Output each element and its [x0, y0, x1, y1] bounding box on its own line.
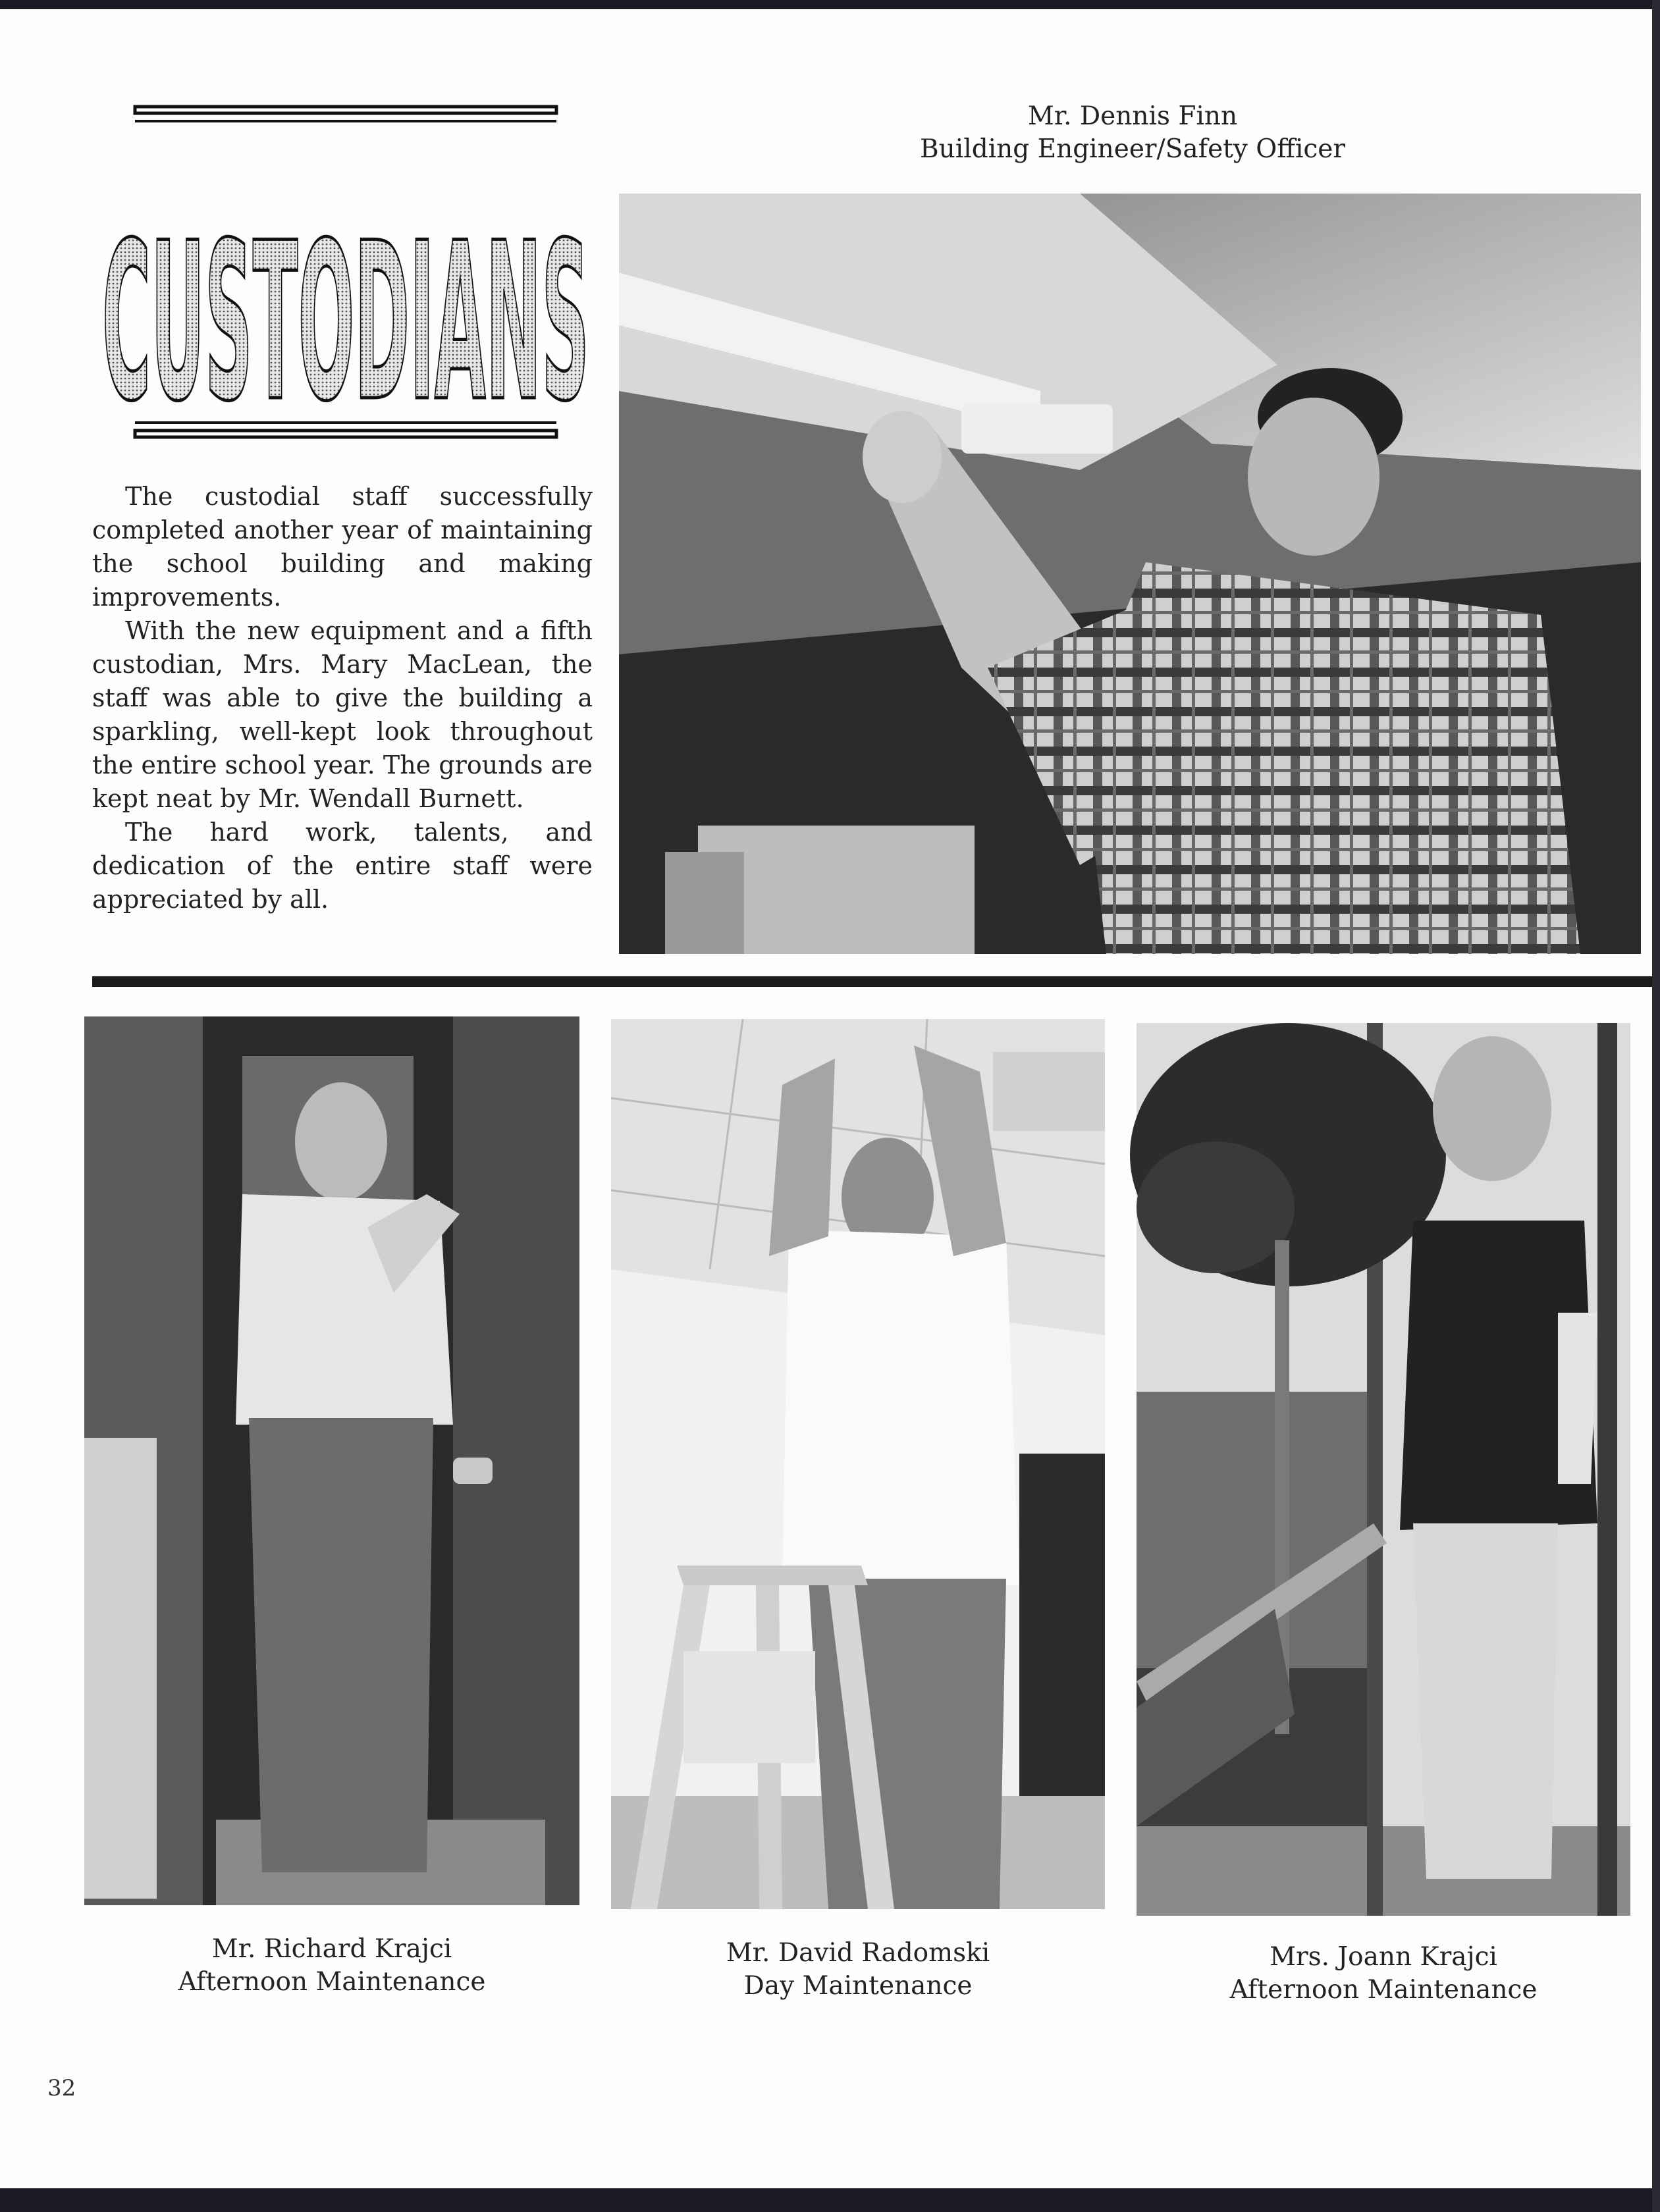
yearbook-page — [0, 9, 1652, 2188]
staff-name: Mr. David Radomski — [726, 1938, 990, 1968]
featured-caption — [803, 100, 1462, 166]
section-title — [95, 88, 596, 457]
featured-name: Mr. Dennis Finn — [1027, 101, 1238, 131]
staff-caption-1 — [84, 1933, 579, 1999]
staff-name: Mrs. Joann Krajci — [1270, 1942, 1497, 1972]
staff-caption-2 — [611, 1937, 1105, 2003]
featured-role: Building Engineer/Safety Officer — [919, 134, 1346, 164]
staff-role: Afternoon Maintenance — [1229, 1975, 1538, 2005]
staff-name: Mr. Richard Krajci — [211, 1934, 452, 1964]
staff-role: Afternoon Maintenance — [178, 1967, 486, 1997]
staff-photo-2 — [611, 1019, 1105, 1909]
staff-photo-1 — [84, 1016, 579, 1905]
title-frame-graphic — [95, 88, 596, 457]
intro-paragraph: With the new equipment and a fifth custodian, Mrs. Mary MacLean, the staff was able to give the building a sparkling, well-kept look throughout the entire school year. The grounds are kept neat by Mr. Wendall Burnett. — [92, 616, 593, 813]
scan-edge — [1652, 0, 1660, 2212]
staff-role: Day Maintenance — [743, 1971, 973, 2001]
page-title: CUSTODIANS — [102, 196, 589, 449]
page-number: 32 — [47, 2075, 76, 2101]
section-divider — [92, 976, 1652, 987]
staff-caption-3 — [1137, 1941, 1630, 2007]
intro-paragraph: The custodial staff successfully completed another year of maintaining the school building and making improvements. — [92, 482, 593, 612]
intro-text — [92, 480, 593, 916]
intro-paragraph: The hard work, talents, and dedication of the entire staff were appreciated by all. — [92, 818, 593, 914]
staff-photo-3 — [1137, 1023, 1630, 1916]
featured-photo — [619, 194, 1641, 954]
